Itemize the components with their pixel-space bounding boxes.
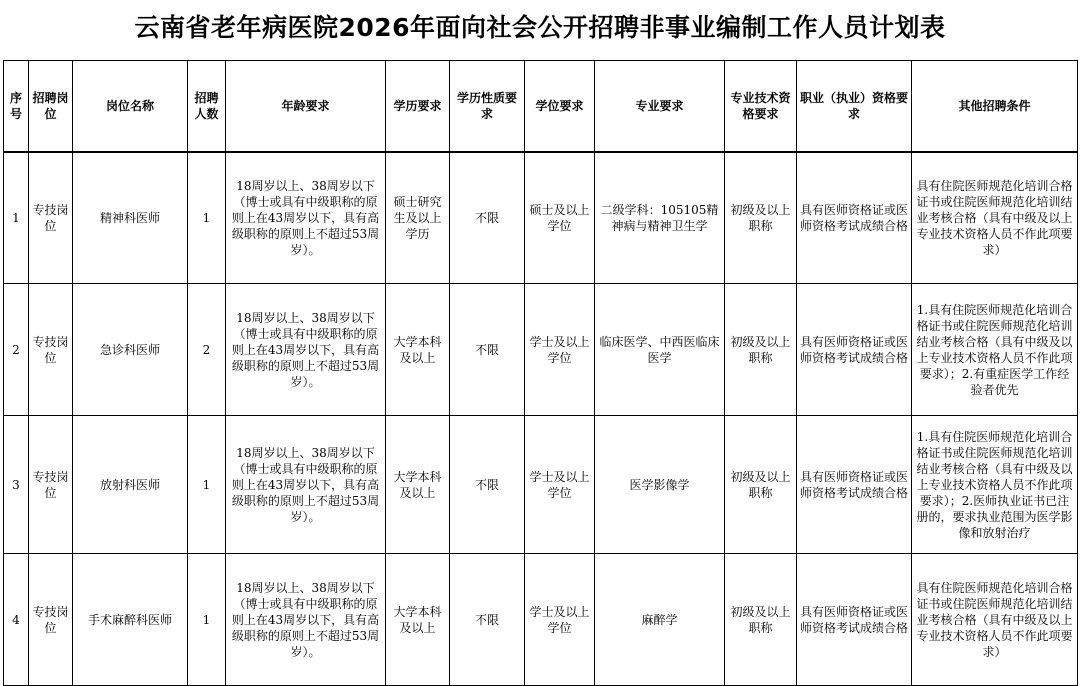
cell-education: 大学本科及以上 <box>386 416 450 554</box>
cell-edu-nature: 不限 <box>450 554 525 686</box>
header-tech-qual: 专业技术资格要求 <box>725 61 797 153</box>
cell-license: 具有医师资格证或医师资格考试成绩合格 <box>797 284 912 416</box>
cell-age: 18周岁以上、38周岁以下（博士或具有中级职称的原则上在43周岁以下，具有高级职称的原则上不超过53周岁）。 <box>226 554 386 686</box>
cell-edu-nature: 不限 <box>450 152 525 284</box>
cell-count: 1 <box>188 554 226 686</box>
cell-tech-qual: 初级及以上职称 <box>725 554 797 686</box>
cell-post-type: 专技岗位 <box>29 284 73 416</box>
cell-degree: 学士及以上学位 <box>525 416 595 554</box>
cell-other: 1.具有住院医师规范化培训合格证书或住院医师规范化培训结业考核合格（具有中级及以上专业技术资格人员不作此项要求）；2.有重症医学工作经验者优先 <box>912 284 1078 416</box>
cell-tech-qual: 初级及以上职称 <box>725 152 797 284</box>
cell-major: 临床医学、中西医临床医学 <box>595 284 725 416</box>
cell-license: 具有医师资格证或医师资格考试成绩合格 <box>797 554 912 686</box>
cell-other: 1.具有住院医师规范化培训合格证书或住院医师规范化培训结业考核合格（具有中级及以上专业技术资格人员不作此项要求）；2.医师执业证书已注册的，要求执业范围为医学影像和放射治疗 <box>912 416 1078 554</box>
header-no: 序号 <box>4 61 29 153</box>
cell-count: 2 <box>188 284 226 416</box>
cell-education: 硕士研究生及以上学历 <box>386 152 450 284</box>
cell-other: 具有住院医师规范化培训合格证书或住院医师规范化培训结业考核合格（具有中级及以上专业技术资格人员不作此项要求） <box>912 554 1078 686</box>
header-age: 年龄要求 <box>226 61 386 153</box>
header-edu-nature: 学历性质要求 <box>450 61 525 153</box>
table-row <box>4 554 1078 686</box>
cell-post-type: 专技岗位 <box>29 416 73 554</box>
cell-major: 二级学科：105105精神病与精神卫生学 <box>595 152 725 284</box>
cell-edu-nature: 不限 <box>450 416 525 554</box>
cell-count: 1 <box>188 416 226 554</box>
cell-degree: 学士及以上学位 <box>525 284 595 416</box>
cell-no: 3 <box>4 416 29 554</box>
recruitment-plan-table <box>3 60 1078 686</box>
cell-edu-nature: 不限 <box>450 284 525 416</box>
table-row <box>4 152 1078 284</box>
header-post-name: 岗位名称 <box>73 61 188 153</box>
header-license: 职业（执业）资格要求 <box>797 61 912 153</box>
cell-degree: 硕士及以上学位 <box>525 152 595 284</box>
cell-age: 18周岁以上、38周岁以下（博士或具有中级职称的原则上在43周岁以下，具有高级职称的原则上不超过53周岁）。 <box>226 416 386 554</box>
cell-age: 18周岁以上、38周岁以下（博士或具有中级职称的原则上在43周岁以下，具有高级职称的原则上不超过53周岁）。 <box>226 152 386 284</box>
cell-no: 2 <box>4 284 29 416</box>
cell-post-name: 精神科医师 <box>73 152 188 284</box>
cell-post-name: 急诊科医师 <box>73 284 188 416</box>
cell-age: 18周岁以上、38周岁以下（博士或具有中级职称的原则上在43周岁以下，具有高级职称的原则上不超过53周岁）。 <box>226 284 386 416</box>
cell-no: 1 <box>4 152 29 284</box>
cell-tech-qual: 初级及以上职称 <box>725 284 797 416</box>
cell-education: 大学本科及以上 <box>386 554 450 686</box>
cell-post-type: 专技岗位 <box>29 554 73 686</box>
header-post-type: 招聘岗位 <box>29 61 73 153</box>
cell-post-type: 专技岗位 <box>29 152 73 284</box>
header-count: 招聘人数 <box>188 61 226 153</box>
cell-other: 具有住院医师规范化培训合格证书或住院医师规范化培训结业考核合格（具有中级及以上专业技术资格人员不作此项要求） <box>912 152 1078 284</box>
table-header-row <box>4 61 1078 153</box>
cell-major: 麻醉学 <box>595 554 725 686</box>
header-degree: 学位要求 <box>525 61 595 153</box>
cell-post-name: 手术麻醉科医师 <box>73 554 188 686</box>
cell-major: 医学影像学 <box>595 416 725 554</box>
document-title: 云南省老年病医院2026年面向社会公开招聘非事业编制工作人员计划表 <box>134 13 946 42</box>
cell-education: 大学本科及以上 <box>386 284 450 416</box>
table-row <box>4 284 1078 416</box>
table-row <box>4 416 1078 554</box>
cell-license: 具有医师资格证或医师资格考试成绩合格 <box>797 152 912 284</box>
header-education: 学历要求 <box>386 61 450 153</box>
cell-count: 1 <box>188 152 226 284</box>
cell-no: 4 <box>4 554 29 686</box>
header-other: 其他招聘条件 <box>912 61 1078 153</box>
cell-degree: 学士及以上学位 <box>525 554 595 686</box>
cell-tech-qual: 初级及以上职称 <box>725 416 797 554</box>
header-major: 专业要求 <box>595 61 725 153</box>
cell-license: 具有医师资格证或医师资格考试成绩合格 <box>797 416 912 554</box>
cell-post-name: 放射科医师 <box>73 416 188 554</box>
